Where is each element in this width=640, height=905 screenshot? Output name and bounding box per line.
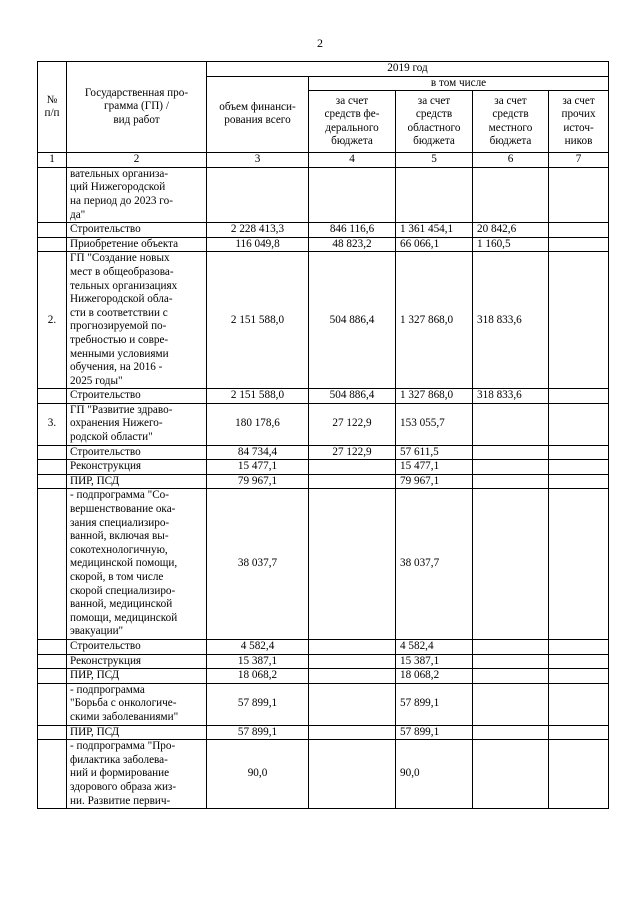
cell-other	[549, 474, 609, 489]
cell-program-name: ПИР, ПСД	[67, 669, 207, 684]
cell-local	[473, 403, 549, 445]
cell-regional: 57 899,1	[396, 683, 473, 725]
cell-number	[38, 725, 67, 740]
cell-number	[38, 460, 67, 475]
cell-program-name: Приобретение объекта	[67, 237, 207, 252]
cell-total: 116 049,8	[207, 237, 309, 252]
cell-local	[473, 683, 549, 725]
column-number: 6	[473, 153, 549, 168]
cell-other	[549, 403, 609, 445]
cell-regional: 15 387,1	[396, 654, 473, 669]
cell-number	[38, 237, 67, 252]
cell-federal: 27 122,9	[309, 403, 396, 445]
cell-total: 15 387,1	[207, 654, 309, 669]
header-program: Государственная про- грамма (ГП) / вид работ	[67, 62, 207, 153]
table-row	[38, 669, 609, 684]
cell-regional: 66 066,1	[396, 237, 473, 252]
page-number: 2	[317, 36, 323, 50]
cell-number	[38, 669, 67, 684]
cell-number: 2.	[38, 252, 67, 389]
cell-program-name: ПИР, ПСД	[67, 474, 207, 489]
cell-other	[549, 489, 609, 640]
cell-program-name: ГП "Создание новых мест в общеобразова- тельных организациях Нижегородской обла- сти в соответствии с прогнозируемой по- требностью и совре- менными условиями обучения, на 2016 - 2025 годы"	[67, 252, 207, 389]
cell-program-name: Строительство	[67, 389, 207, 404]
table-row	[38, 252, 609, 389]
table-row	[38, 683, 609, 725]
cell-other	[549, 252, 609, 389]
column-number: 1	[38, 153, 67, 168]
cell-number	[38, 223, 67, 238]
cell-program-name: - подпрограмма "Борьба с онкологиче- скими заболеваниями"	[67, 683, 207, 725]
cell-program-name: ПИР, ПСД	[67, 725, 207, 740]
cell-local	[473, 740, 549, 809]
cell-other	[549, 445, 609, 460]
cell-federal	[309, 725, 396, 740]
cell-local: 20 842,6	[473, 223, 549, 238]
cell-federal: 846 116,6	[309, 223, 396, 238]
cell-total: 90,0	[207, 740, 309, 809]
cell-local	[473, 460, 549, 475]
table-row	[38, 460, 609, 475]
table-row	[38, 654, 609, 669]
cell-federal	[309, 489, 396, 640]
table-row	[38, 223, 609, 238]
table-row	[38, 474, 609, 489]
cell-program-name: Строительство	[67, 445, 207, 460]
cell-regional: 90,0	[396, 740, 473, 809]
cell-local	[473, 654, 549, 669]
cell-federal	[309, 669, 396, 684]
cell-total: 2 151 588,0	[207, 252, 309, 389]
cell-regional: 15 477,1	[396, 460, 473, 475]
table-row	[38, 725, 609, 740]
cell-regional: 79 967,1	[396, 474, 473, 489]
header-year: 2019 год	[207, 62, 609, 77]
cell-total: 2 151 588,0	[207, 389, 309, 404]
cell-total: 79 967,1	[207, 474, 309, 489]
cell-number	[38, 445, 67, 460]
cell-federal: 504 886,4	[309, 252, 396, 389]
cell-federal	[309, 639, 396, 654]
cell-total: 18 068,2	[207, 669, 309, 684]
cell-total: 4 582,4	[207, 639, 309, 654]
column-number: 7	[549, 153, 609, 168]
header-no: № п/п	[38, 62, 67, 153]
cell-number	[38, 740, 67, 809]
cell-federal	[309, 167, 396, 222]
cell-regional: 38 037,7	[396, 489, 473, 640]
cell-other	[549, 639, 609, 654]
cell-number: 3.	[38, 403, 67, 445]
cell-number	[38, 639, 67, 654]
cell-other	[549, 223, 609, 238]
cell-other	[549, 683, 609, 725]
financing-table	[37, 61, 609, 809]
cell-local	[473, 474, 549, 489]
header-including: в том числе	[309, 76, 609, 91]
header-regional: за счет средств областного бюджета	[396, 91, 473, 153]
cell-program-name: Строительство	[67, 639, 207, 654]
cell-number	[38, 389, 67, 404]
cell-total: 84 734,4	[207, 445, 309, 460]
cell-total: 38 037,7	[207, 489, 309, 640]
cell-local	[473, 489, 549, 640]
cell-total	[207, 167, 309, 222]
cell-other	[549, 654, 609, 669]
cell-total: 15 477,1	[207, 460, 309, 475]
cell-program-name: ГП "Развитие здраво- охранения Нижего- родской области"	[67, 403, 207, 445]
cell-total: 180 178,6	[207, 403, 309, 445]
header-column-numbers	[38, 153, 609, 168]
cell-federal	[309, 460, 396, 475]
column-number: 5	[396, 153, 473, 168]
cell-other	[549, 740, 609, 809]
cell-number	[38, 474, 67, 489]
table-row	[38, 445, 609, 460]
cell-number	[38, 683, 67, 725]
header-other: за счет прочих источ- ников	[549, 91, 609, 153]
table-row	[38, 167, 609, 222]
cell-regional: 57 899,1	[396, 725, 473, 740]
cell-other	[549, 669, 609, 684]
cell-local	[473, 445, 549, 460]
cell-program-name: вательных организа- ций Нижегородской на период до 2023 го- да"	[67, 167, 207, 222]
cell-local	[473, 639, 549, 654]
table-body	[38, 167, 609, 808]
cell-total: 2 228 413,3	[207, 223, 309, 238]
cell-other	[549, 389, 609, 404]
column-number: 3	[207, 153, 309, 168]
cell-other	[549, 237, 609, 252]
header-local: за счет средств местного бюджета	[473, 91, 549, 153]
table-row	[38, 389, 609, 404]
cell-number	[38, 489, 67, 640]
column-number: 2	[67, 153, 207, 168]
cell-local	[473, 725, 549, 740]
cell-federal	[309, 740, 396, 809]
cell-regional: 4 582,4	[396, 639, 473, 654]
cell-program-name: Реконструкция	[67, 460, 207, 475]
cell-regional	[396, 167, 473, 222]
cell-other	[549, 167, 609, 222]
cell-number	[38, 167, 67, 222]
cell-federal	[309, 683, 396, 725]
cell-federal	[309, 654, 396, 669]
header-federal: за счет средств фе- дерального бюджета	[309, 91, 396, 153]
cell-number	[38, 654, 67, 669]
cell-local	[473, 669, 549, 684]
cell-regional: 1 327 868,0	[396, 389, 473, 404]
table-row	[38, 237, 609, 252]
cell-federal	[309, 474, 396, 489]
cell-local	[473, 167, 549, 222]
cell-local: 318 833,6	[473, 389, 549, 404]
cell-other	[549, 460, 609, 475]
cell-program-name: - подпрограмма "Про- филактика заболева- ний и формирование здорового образа жиз- ни. Развитие первич-	[67, 740, 207, 809]
cell-other	[549, 725, 609, 740]
cell-local: 318 833,6	[473, 252, 549, 389]
cell-program-name: - подпрограмма "Со- вершенствование ока- зания специализиро- ванной, включая вы- сокотехнологичную, медицинской помощи, скорой, в том числе скорой специализиро- ванной, медицинской помощи, медицинской эвакуации"	[67, 489, 207, 640]
cell-federal: 48 823,2	[309, 237, 396, 252]
cell-total: 57 899,1	[207, 683, 309, 725]
table-header	[38, 62, 609, 168]
cell-regional: 1 361 454,1	[396, 223, 473, 238]
cell-regional: 1 327 868,0	[396, 252, 473, 389]
cell-regional: 18 068,2	[396, 669, 473, 684]
cell-program-name: Строительство	[67, 223, 207, 238]
column-number: 4	[309, 153, 396, 168]
cell-federal: 504 886,4	[309, 389, 396, 404]
header-total: объем финанси- рования всего	[207, 76, 309, 153]
cell-local: 1 160,5	[473, 237, 549, 252]
table-row	[38, 740, 609, 809]
table-row	[38, 639, 609, 654]
table-row	[38, 403, 609, 445]
cell-regional: 153 055,7	[396, 403, 473, 445]
cell-program-name: Реконструкция	[67, 654, 207, 669]
cell-federal: 27 122,9	[309, 445, 396, 460]
cell-regional: 57 611,5	[396, 445, 473, 460]
table-row	[38, 489, 609, 640]
cell-total: 57 899,1	[207, 725, 309, 740]
